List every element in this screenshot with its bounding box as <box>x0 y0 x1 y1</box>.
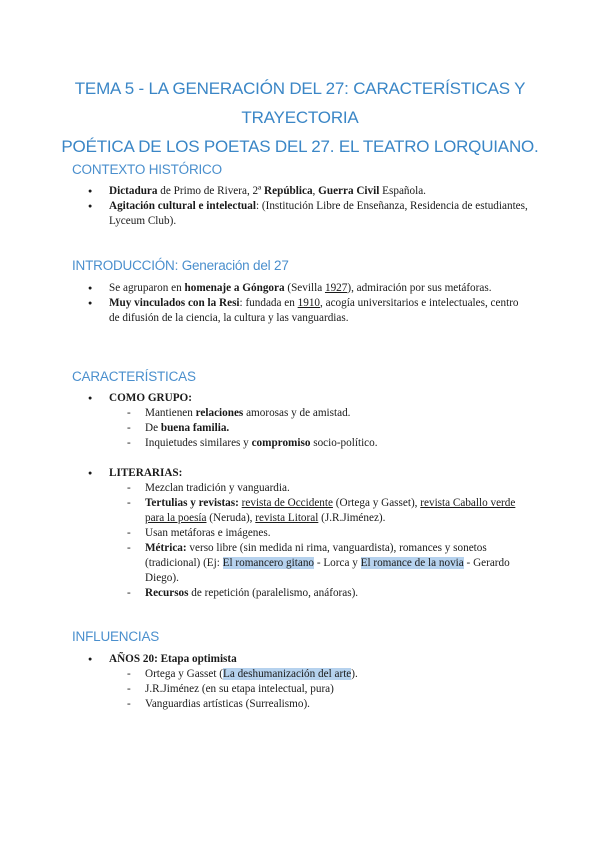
list-item-literarias <box>88 466 528 601</box>
sublist-item <box>109 421 528 436</box>
sublist-item <box>109 496 528 526</box>
year-1910: 1910 <box>297 297 321 309</box>
sublist-item <box>109 586 528 601</box>
text: (Sevilla <box>284 282 325 294</box>
link-revista-occidente: revista de Occidente <box>241 497 333 509</box>
text: ). <box>351 668 358 680</box>
list-item-grupo <box>88 391 528 451</box>
text: Mantienen <box>145 407 196 419</box>
heading-contexto: CONTEXTO HISTÓRICO <box>72 162 222 177</box>
text: Española. <box>379 185 426 197</box>
label-como-grupo: COMO GRUPO: <box>109 392 192 404</box>
heading-introduccion: INTRODUCCIÓN: Generación del 27 <box>72 258 289 273</box>
title-line-2: POÉTICA DE LOS POETAS DEL 27. EL TEATRO LORQUIANO. <box>61 137 539 156</box>
sublist <box>109 406 528 451</box>
text: : (Institución Libre de Enseñanza, Residencia de estudiantes, Lyceum Club). <box>109 200 528 227</box>
list-item <box>88 281 528 296</box>
sublist <box>109 481 528 601</box>
list-item <box>88 199 528 229</box>
term: buena familia. <box>160 422 230 434</box>
text: Ortega y Gasset ( <box>145 668 223 680</box>
term: Métrica: <box>145 542 187 554</box>
sublist-item <box>109 541 528 586</box>
year-1927: 1927 <box>324 282 348 294</box>
term: relaciones <box>195 407 244 419</box>
term-guerra-civil: Guerra Civil <box>318 185 380 197</box>
term-resi: Muy vinculados con la Resi <box>109 297 240 309</box>
text: : fundada en <box>239 297 298 309</box>
sublist-item: - Mezclan tradición y vanguardia. <box>109 481 528 496</box>
term: Tertulias y revistas: <box>145 497 239 509</box>
list-item <box>88 296 528 326</box>
text: , <box>312 185 319 197</box>
label-literarias: LITERARIAS: <box>109 467 183 479</box>
text: - Gerardo Diego). <box>145 557 510 584</box>
term: Recursos <box>145 587 189 599</box>
text: socio-político. <box>310 437 378 449</box>
highlight-romancero: El romancero gitano <box>222 557 315 569</box>
text: de repetición (paralelismo, anáforas). <box>188 587 359 599</box>
term-agitacion: Agitación cultural e intelectual <box>109 200 256 212</box>
text: - Lorca y <box>314 557 361 569</box>
sublist-item: - J.R.Jiménez (en su etapa intelectual, pura) <box>109 682 528 697</box>
text: ), admiración por sus metáforas. <box>347 282 492 294</box>
text: Inquietudes similares y <box>145 437 252 449</box>
sublist-item: - Vanguardias artísticas (Surrealismo). <box>109 697 528 712</box>
term: compromiso <box>251 437 311 449</box>
sublist-item <box>109 406 528 421</box>
sublist <box>109 667 528 712</box>
caracteristicas-list <box>88 391 528 601</box>
contexto-list <box>88 184 528 229</box>
term-dictadura: Dictadura <box>109 185 158 197</box>
highlight-romance-novia: El romance de la novia <box>360 557 464 569</box>
intro-list <box>88 281 528 326</box>
list-item <box>88 184 528 199</box>
text: verso libre (sin medida ni rima, vanguardista), romances y sonetos (tradicional) (Ej: <box>145 542 487 569</box>
influencias-list <box>88 652 528 712</box>
sublist-item <box>109 667 528 682</box>
text: , acogía universitarios e intelectuales, centro de difusión de la ciencia, la cultura y las vanguardias. <box>109 297 519 324</box>
label-anos-20: AÑOS 20: Etapa optimista <box>109 653 237 665</box>
text: De <box>145 422 161 434</box>
text: (Ortega y Gasset), <box>332 497 421 509</box>
link-revista-caballo-verde: revista Caballo verde para la poesía <box>145 497 516 524</box>
text: (Neruda), <box>206 512 256 524</box>
text: amorosas y de amistad. <box>243 407 351 419</box>
text: de Primo de Rivera, 2ª <box>157 185 265 197</box>
title-line-1: TEMA 5 - LA GENERACIÓN DEL 27: CARACTERÍSTICAS Y TRAYECTORIA <box>74 79 526 127</box>
text: (J.R.Jiménez). <box>318 512 386 524</box>
term-homenaje: homenaje a Góngora <box>184 282 285 294</box>
term-republica: República <box>264 185 313 197</box>
heading-caracteristicas: CARACTERÍSTICAS <box>72 369 196 384</box>
sublist-item <box>109 436 528 451</box>
heading-influencias: INFLUENCIAS <box>72 629 160 644</box>
sublist-item: - Usan metáforas e imágenes. <box>109 526 528 541</box>
link-revista-litoral: revista Litoral <box>255 512 319 524</box>
list-item-anos20 <box>88 652 528 712</box>
page-title <box>50 74 550 161</box>
highlight-deshumanizacion: La deshumanización del arte <box>222 668 352 680</box>
text: Se agruparon en <box>109 282 185 294</box>
